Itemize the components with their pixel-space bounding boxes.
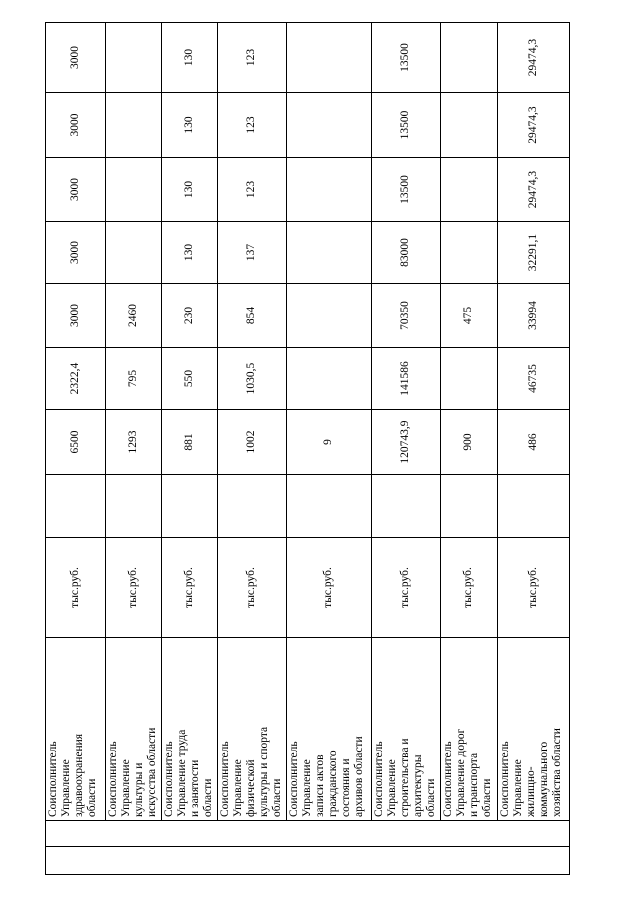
value-cell: 230 bbox=[161, 284, 217, 348]
value-cell bbox=[286, 23, 371, 93]
budget-table bbox=[45, 22, 570, 875]
executor-line: культуры и спорта bbox=[257, 726, 270, 817]
value-cell: 123 bbox=[217, 23, 286, 93]
blank-column-cell bbox=[46, 821, 570, 847]
executor-line: жилищно- bbox=[524, 766, 537, 817]
empty-value-cell bbox=[161, 475, 217, 538]
executor-line: Соисполнитель bbox=[372, 741, 385, 817]
executor-line: строительства и bbox=[398, 738, 411, 817]
executor-line: Соисполнитель bbox=[162, 741, 175, 817]
table-row bbox=[161, 23, 217, 875]
value-cell: 130 bbox=[161, 93, 217, 158]
value-cell: 3000 bbox=[46, 23, 106, 93]
value-cell bbox=[286, 348, 371, 410]
value-cell: 6500 bbox=[46, 410, 106, 475]
unit-cell: тыс.руб. bbox=[286, 538, 371, 638]
executor-cell bbox=[217, 638, 286, 821]
value-cell: 795 bbox=[105, 348, 161, 410]
executor-cell bbox=[371, 638, 440, 821]
executor-cell bbox=[161, 638, 217, 821]
empty-value-cell bbox=[497, 475, 569, 538]
executor-line: Управление bbox=[385, 759, 398, 817]
empty-value-cell bbox=[371, 475, 440, 538]
value-cell bbox=[105, 158, 161, 222]
executor-line: Управление bbox=[60, 759, 72, 817]
value-cell bbox=[440, 158, 497, 222]
table-row bbox=[105, 23, 161, 875]
value-cell: 29474,3 bbox=[497, 93, 569, 158]
executor-line: искусства области bbox=[145, 727, 158, 817]
executor-line: Управление труда bbox=[175, 729, 188, 817]
executor-line: Управление bbox=[231, 759, 244, 817]
value-cell: 9 bbox=[286, 410, 371, 475]
unit-cell: тыс.руб. bbox=[217, 538, 286, 638]
executor-cell bbox=[105, 638, 161, 821]
table-row bbox=[217, 23, 286, 875]
value-cell: 1002 bbox=[217, 410, 286, 475]
unit-cell: тыс.руб. bbox=[440, 538, 497, 638]
executor-cell bbox=[497, 638, 569, 821]
empty-value-cell bbox=[286, 475, 371, 538]
executor-line: области bbox=[424, 778, 437, 817]
value-cell: 70350 bbox=[371, 284, 440, 348]
unit-cell: тыс.руб. bbox=[497, 538, 569, 638]
value-cell: 475 bbox=[440, 284, 497, 348]
value-cell bbox=[105, 222, 161, 284]
table-row bbox=[371, 23, 440, 875]
value-cell: 13500 bbox=[371, 23, 440, 93]
rotated-document-page bbox=[45, 23, 570, 875]
value-cell bbox=[286, 222, 371, 284]
executor-line: физической bbox=[244, 759, 257, 817]
value-cell: 130 bbox=[161, 158, 217, 222]
value-cell bbox=[440, 222, 497, 284]
executor-line: Управление bbox=[511, 759, 524, 817]
value-cell: 550 bbox=[161, 348, 217, 410]
value-cell: 32291,1 bbox=[497, 222, 569, 284]
value-cell: 123 bbox=[217, 158, 286, 222]
value-cell: 130 bbox=[161, 222, 217, 284]
value-cell: 3000 bbox=[46, 284, 106, 348]
table-row bbox=[440, 23, 497, 875]
executor-line: Соисполнитель bbox=[218, 741, 231, 817]
executor-line: области bbox=[86, 778, 98, 817]
value-cell: 83000 bbox=[371, 222, 440, 284]
value-cell bbox=[105, 23, 161, 93]
executor-line: Управление bbox=[119, 759, 132, 817]
value-cell: 120743,9 bbox=[371, 410, 440, 475]
value-cell: 881 bbox=[161, 410, 217, 475]
value-cell bbox=[286, 93, 371, 158]
executor-line: архивов области bbox=[352, 736, 365, 817]
executor-line: и транспорта bbox=[467, 752, 480, 817]
executor-line: записи актов bbox=[313, 754, 326, 817]
value-cell: 3000 bbox=[46, 222, 106, 284]
table-row bbox=[497, 23, 569, 875]
executor-line: гражданского bbox=[326, 750, 339, 817]
value-cell: 13500 bbox=[371, 158, 440, 222]
value-cell: 137 bbox=[217, 222, 286, 284]
value-cell bbox=[440, 93, 497, 158]
value-cell: 486 bbox=[497, 410, 569, 475]
unit-cell: тыс.руб. bbox=[46, 538, 106, 638]
unit-cell: тыс.руб. bbox=[161, 538, 217, 638]
value-cell bbox=[440, 23, 497, 93]
empty-value-cell bbox=[46, 475, 106, 538]
value-cell: 854 bbox=[217, 284, 286, 348]
table-row bbox=[286, 23, 371, 875]
value-cell: 46735 bbox=[497, 348, 569, 410]
value-cell bbox=[440, 348, 497, 410]
value-cell: 900 bbox=[440, 410, 497, 475]
value-cell: 2460 bbox=[105, 284, 161, 348]
executor-line: коммунального bbox=[537, 741, 550, 817]
executor-line: архитектуры bbox=[411, 754, 424, 817]
executor-line: хозяйства области bbox=[550, 728, 563, 817]
executor-line: культуры и bbox=[132, 762, 145, 817]
executor-line: Соисполнитель bbox=[47, 741, 59, 817]
value-cell: 141586 bbox=[371, 348, 440, 410]
value-cell bbox=[286, 158, 371, 222]
empty-value-cell bbox=[217, 475, 286, 538]
blank-column-cell bbox=[46, 847, 570, 875]
value-cell: 3000 bbox=[46, 93, 106, 158]
executor-line: и занятости bbox=[188, 759, 201, 817]
value-cell: 29474,3 bbox=[497, 158, 569, 222]
value-cell: 1030,5 bbox=[217, 348, 286, 410]
executor-cell bbox=[46, 638, 106, 821]
value-cell bbox=[105, 93, 161, 158]
executor-line: здравоохранения bbox=[73, 733, 85, 817]
value-cell: 1293 bbox=[105, 410, 161, 475]
value-cell: 2322,4 bbox=[46, 348, 106, 410]
value-cell: 123 bbox=[217, 93, 286, 158]
value-cell: 13500 bbox=[371, 93, 440, 158]
executor-cell bbox=[440, 638, 497, 821]
value-cell: 3000 bbox=[46, 158, 106, 222]
executor-line: Управление bbox=[300, 759, 313, 817]
executor-line: области bbox=[480, 778, 493, 817]
empty-value-cell bbox=[105, 475, 161, 538]
value-cell: 33994 bbox=[497, 284, 569, 348]
executor-line: Соисполнитель bbox=[441, 741, 454, 817]
executor-cell bbox=[286, 638, 371, 821]
executor-line: Управление дорог bbox=[454, 728, 467, 817]
unit-cell: тыс.руб. bbox=[371, 538, 440, 638]
value-cell: 29474,3 bbox=[497, 23, 569, 93]
executor-line: области bbox=[201, 778, 214, 817]
executor-line: Соисполнитель bbox=[498, 741, 511, 817]
value-cell: 130 bbox=[161, 23, 217, 93]
unit-cell: тыс.руб. bbox=[105, 538, 161, 638]
executor-line: Соисполнитель bbox=[106, 741, 119, 817]
table-row bbox=[46, 23, 106, 875]
value-cell bbox=[286, 284, 371, 348]
executor-line: Соисполнитель bbox=[287, 741, 300, 817]
empty-value-cell bbox=[440, 475, 497, 538]
executor-line: состояния и bbox=[339, 758, 352, 817]
executor-line: области bbox=[270, 778, 283, 817]
